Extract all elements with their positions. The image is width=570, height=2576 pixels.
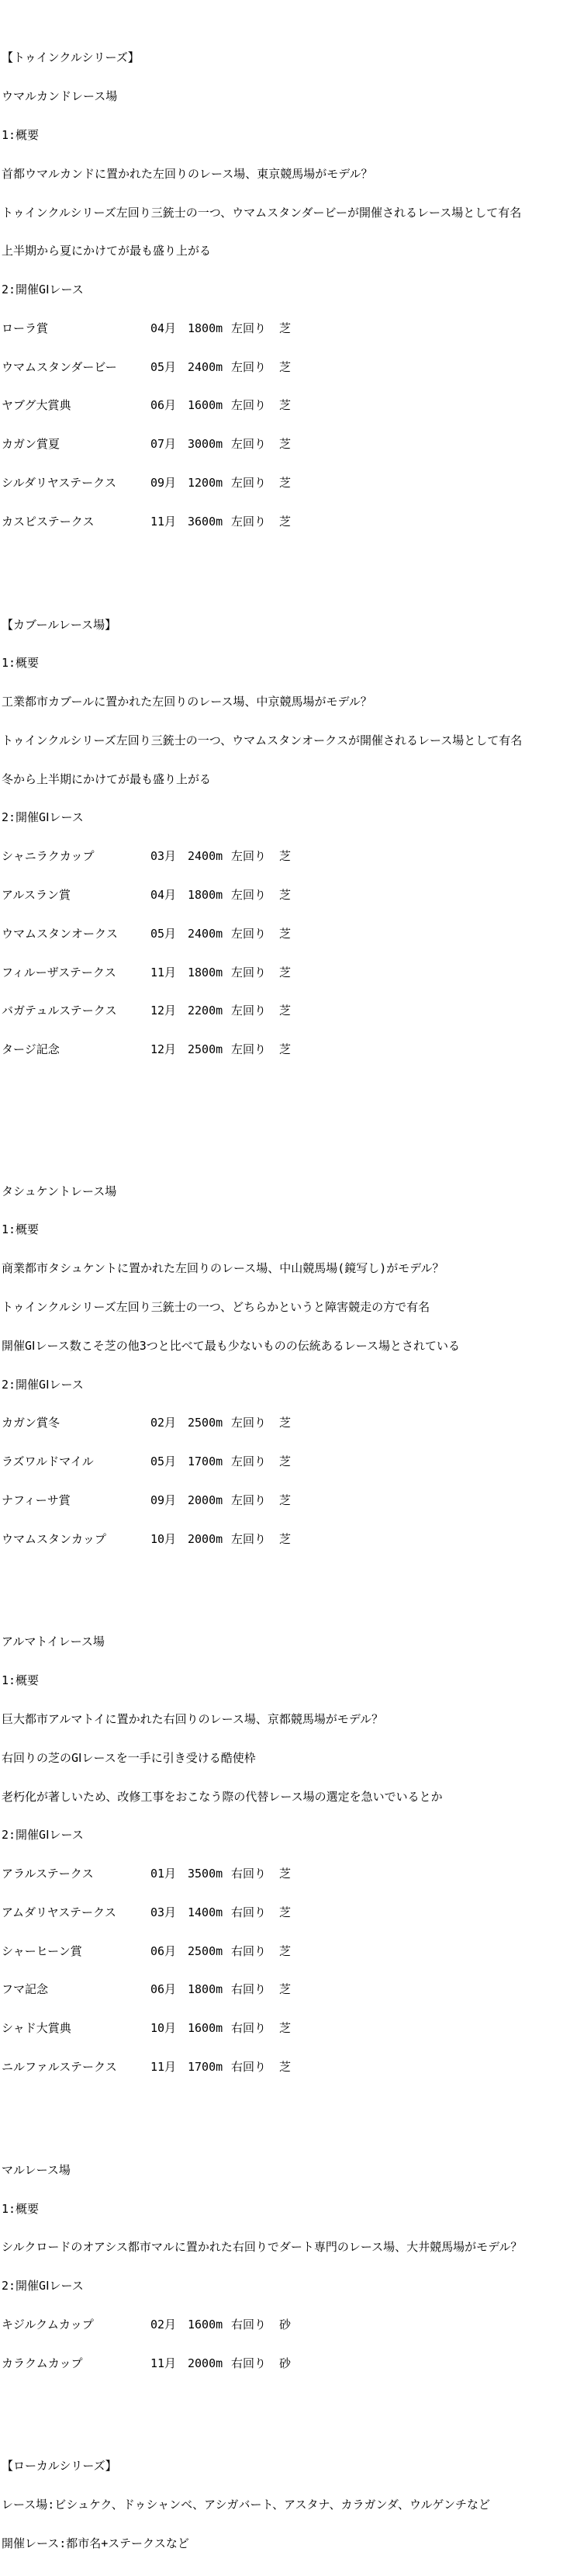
race-direction: 右回り (231, 1943, 267, 1958)
local-venues: レース場:ビシュケク、ドゥシャンベ、アシガバート、アスタナ、カラガンダ、ウルゲンチなど (2, 2498, 490, 2512)
race-row (2, 322, 570, 335)
race-row (2, 1494, 570, 1507)
race-name: フマ記念 (2, 1982, 49, 1997)
overview-line: 冬から上半期にかけてが最も盛り上がる (2, 771, 212, 786)
race-direction: 左回り (231, 514, 267, 529)
race-direction: 左回り (231, 965, 267, 979)
overview-line: 首都ウマルカンドに置かれた左回りのレース場、東京競馬場がモデル？ (2, 166, 373, 181)
race-distance: 2200m (188, 1004, 223, 1018)
race-row (2, 1043, 570, 1056)
race-row (2, 515, 570, 529)
race-month: 11月 (150, 514, 177, 529)
race-name: ウマムスタンオークス (2, 926, 118, 941)
race-direction: 左回り (231, 1493, 267, 1507)
overview-line: シルクロードのオアシス都市マルに置かれた右回りでダート専門のレース場、大井競馬場がモデル？ (2, 2240, 523, 2255)
section-title: 【トゥインクルシリーズ】 (2, 50, 140, 65)
race-row (2, 1533, 570, 1546)
race-surface: 芝 (279, 849, 292, 864)
spacer (2, 2395, 570, 2408)
race-distance: 2400m (188, 926, 223, 941)
races-label: 2:開催GⅠレース (2, 1828, 84, 1843)
race-name: ローラ賞 (2, 321, 49, 335)
race-surface: 芝 (279, 2021, 292, 2036)
race-distance: 1800m (188, 887, 223, 902)
race-month: 03月 (150, 849, 177, 864)
race-distance: 1800m (188, 321, 223, 335)
race-name: シルダリヤステークス (2, 475, 116, 490)
race-month: 02月 (150, 2317, 177, 2332)
race-row (2, 927, 570, 941)
race-row (2, 2357, 570, 2370)
race-month: 09月 (150, 475, 177, 490)
race-surface: 芝 (279, 514, 292, 529)
race-row (2, 2022, 570, 2035)
spacer (2, 1082, 570, 1095)
race-surface: 芝 (279, 1004, 292, 1018)
overview-line: 商業都市タシュケントに置かれた左回りのレース場、中山競馬場(鏡写し)がモデル？ (2, 1261, 444, 1276)
race-name: ラズワルドマイル (2, 1454, 94, 1469)
races-label: 2:開催GⅠレース (2, 1377, 84, 1392)
race-row (2, 889, 570, 902)
race-direction: 左回り (231, 398, 267, 413)
overview-line: トゥインクルシリーズ左回り三銃士の一つ、ウマムスタンダービーが開催されるレース場として有名 (2, 205, 522, 220)
race-surface: 芝 (279, 926, 292, 941)
race-row (2, 1945, 570, 1958)
race-surface: 芝 (279, 321, 292, 335)
race-distance: 1700m (188, 2060, 223, 2074)
race-row (2, 477, 570, 490)
race-distance: 2000m (188, 1493, 223, 1507)
race-name: カガン賞夏 (2, 437, 60, 452)
race-surface: 芝 (279, 1867, 292, 1881)
overview-label: 1:概要 (2, 1222, 40, 1237)
race-row (2, 399, 570, 412)
overview-line: 上半期から夏にかけてが最も盛り上がる (2, 244, 212, 258)
section-title: 【カブールレース場】 (2, 617, 117, 632)
race-name: ナフィーサ賞 (2, 1493, 71, 1507)
race-row (2, 438, 570, 451)
section-subtitle: ウマルカンドレース場 (2, 89, 118, 104)
race-surface: 芝 (279, 2060, 292, 2074)
race-month: 11月 (150, 965, 177, 979)
race-direction: 左回り (231, 475, 267, 490)
race-surface: 芝 (279, 1982, 292, 1997)
race-distance: 2500m (188, 1042, 223, 1057)
race-distance: 1600m (188, 2317, 223, 2332)
overview-line: 右回りの芝のGⅠレースを一手に引き受ける酷使枠 (2, 1750, 256, 1765)
race-month: 10月 (150, 1531, 177, 1546)
race-month: 06月 (150, 1943, 177, 1958)
overview-label: 1:概要 (2, 656, 40, 671)
race-surface: 芝 (279, 1531, 292, 1546)
race-direction: 左回り (231, 437, 267, 452)
race-surface: 芝 (279, 1943, 292, 1958)
race-month: 03月 (150, 1905, 177, 1919)
race-direction: 右回り (231, 1982, 267, 1997)
race-name: シャーヒーン賞 (2, 1943, 82, 1958)
race-direction: 左回り (231, 321, 267, 335)
race-distance: 1200m (188, 475, 223, 490)
race-name: バガテュルステークス (2, 1004, 117, 1018)
race-month: 01月 (150, 1867, 177, 1881)
race-direction: 右回り (231, 2021, 267, 2036)
race-surface: 芝 (279, 887, 292, 902)
race-month: 06月 (150, 1982, 177, 1997)
race-distance: 2500m (188, 1943, 223, 1958)
race-name: ウマムスタンダービー (2, 359, 117, 374)
overview-line: トゥインクルシリーズ左回り三銃士の一つ、ウマムスタンオークスが開催されるレース場として有名 (2, 733, 523, 747)
race-direction: 右回り (231, 2060, 267, 2074)
race-direction: 左回り (231, 1454, 267, 1469)
races-label: 2:開催GⅠレース (2, 810, 84, 825)
overview-line: 老朽化が著しいため、改修工事をおこなう際の代替レース場の選定を急いでいるとか (2, 1789, 443, 1804)
race-surface: 芝 (279, 1454, 292, 1469)
race-direction: 左回り (231, 887, 267, 902)
race-month: 05月 (150, 359, 177, 374)
section-title: タシュケントレース場 (2, 1184, 117, 1198)
race-direction: 左回り (231, 359, 267, 374)
race-name: シャド大賞典 (2, 2021, 71, 2036)
race-distance: 1400m (188, 1905, 223, 1919)
race-row (2, 966, 570, 979)
race-month: 05月 (150, 1454, 177, 1469)
race-name: アムダリヤステークス (2, 1905, 116, 1919)
race-direction: 左回り (231, 849, 267, 864)
race-name: カラクムカップ (2, 2356, 83, 2370)
race-surface: 芝 (279, 359, 292, 374)
races-label: 2:開催GⅠレース (2, 2279, 84, 2293)
race-direction: 左回り (231, 926, 267, 941)
races-label: 2:開催GⅠレース (2, 283, 84, 297)
race-surface: 砂 (279, 2317, 292, 2332)
race-name: タージ記念 (2, 1042, 60, 1057)
overview-label: 1:概要 (2, 127, 40, 142)
spacer (2, 2099, 570, 2113)
race-distance: 1600m (188, 398, 223, 413)
race-row (2, 1867, 570, 1881)
section-title: 【ローカルシリーズ】 (2, 2459, 117, 2474)
race-row (2, 1906, 570, 1919)
race-month: 12月 (150, 1004, 177, 1018)
overview-label: 1:概要 (2, 2201, 40, 2216)
race-name: シャニラクカップ (2, 849, 95, 864)
race-distance: 3600m (188, 514, 223, 529)
spacer (2, 1571, 570, 1584)
race-direction: 左回り (231, 1042, 267, 1057)
overview-line: 巨大都市アルマトイに置かれた右回りのレース場、京都競馬場がモデル？ (2, 1711, 384, 1726)
race-surface: 芝 (279, 1493, 292, 1507)
race-distance: 2500m (188, 1416, 223, 1430)
race-distance: 1700m (188, 1454, 223, 1469)
section-title: アルマトイレース場 (2, 1635, 105, 1649)
race-name: ヤブグ大賞典 (2, 398, 71, 413)
race-direction: 右回り (231, 2317, 267, 2332)
spacer (2, 1121, 570, 1134)
race-name: アルスラン賞 (2, 887, 71, 902)
race-surface: 芝 (279, 398, 292, 413)
race-surface: 芝 (279, 475, 292, 490)
spacer (2, 554, 570, 567)
race-name: カスピステークス (2, 514, 95, 529)
race-month: 04月 (150, 887, 177, 902)
race-row (2, 2061, 570, 2074)
race-row (2, 361, 570, 374)
race-month: 06月 (150, 398, 177, 413)
race-surface: 芝 (279, 1042, 292, 1057)
race-month: 11月 (150, 2356, 177, 2370)
race-surface: 砂 (279, 2356, 292, 2370)
race-month: 04月 (150, 321, 177, 335)
overview-line: 工業都市カブールに置かれた左回りのレース場、中京競馬場がモデル？ (2, 695, 372, 709)
overview-line: トゥインクルシリーズ左回り三銃士の一つ、どちらかというと障害競走の方で有名 (2, 1299, 430, 1314)
race-surface: 芝 (279, 1905, 292, 1919)
race-name: ウマムスタンカップ (2, 1531, 106, 1546)
race-surface: 芝 (279, 437, 292, 452)
section-title: マルレース場 (2, 2162, 71, 2177)
race-direction: 左回り (231, 1004, 267, 1018)
race-row (2, 1416, 570, 1430)
race-row (2, 1004, 570, 1018)
race-distance: 3000m (188, 437, 223, 452)
race-surface: 芝 (279, 1416, 292, 1430)
race-distance: 2400m (188, 849, 223, 864)
race-month: 07月 (150, 437, 177, 452)
race-name: カガン賞冬 (2, 1416, 60, 1430)
race-distance: 1600m (188, 2021, 223, 2036)
race-direction: 右回り (231, 1867, 267, 1881)
race-name: ニルファルステークス (2, 2060, 117, 2074)
race-month: 11月 (150, 2060, 177, 2074)
race-distance: 3500m (188, 1867, 223, 1881)
race-month: 12月 (150, 1042, 177, 1057)
race-distance: 2000m (188, 2356, 223, 2370)
race-name: フィルーザステークス (2, 965, 116, 979)
race-direction: 左回り (231, 1416, 267, 1430)
race-distance: 1800m (188, 965, 223, 979)
race-month: 09月 (150, 1493, 177, 1507)
race-row (2, 2318, 570, 2332)
race-distance: 1800m (188, 1982, 223, 1997)
race-distance: 2400m (188, 359, 223, 374)
overview-line: 開催GⅠレース数こそ芝の他3つと比べて最も少ないものの伝統あるレース場とされている (2, 1338, 460, 1353)
race-distance: 2000m (188, 1531, 223, 1546)
race-month: 10月 (150, 2021, 177, 2036)
race-row (2, 850, 570, 863)
race-surface: 芝 (279, 965, 292, 979)
race-month: 02月 (150, 1416, 177, 1430)
overview-label: 1:概要 (2, 1673, 40, 1688)
race-row (2, 1983, 570, 1996)
race-month: 05月 (150, 926, 177, 941)
race-direction: 左回り (231, 1531, 267, 1546)
race-row (2, 1455, 570, 1468)
race-name: キジルクムカップ (2, 2317, 94, 2332)
race-direction: 右回り (231, 1905, 267, 1919)
local-races: 開催レース:都市名+ステークスなど (2, 2536, 189, 2550)
race-direction: 右回り (231, 2356, 267, 2370)
race-name: アラルステークス (2, 1867, 94, 1881)
